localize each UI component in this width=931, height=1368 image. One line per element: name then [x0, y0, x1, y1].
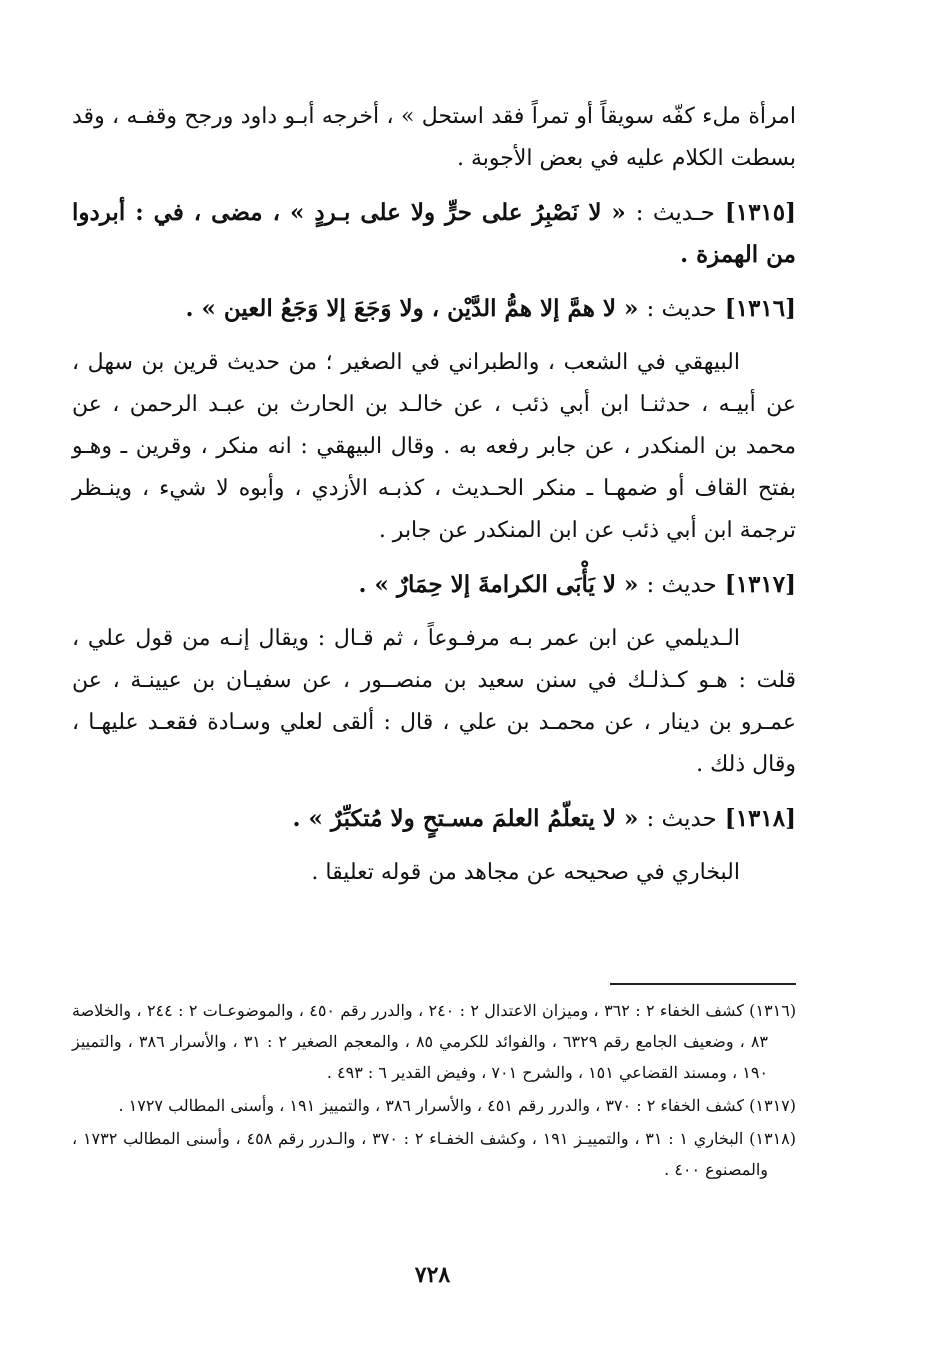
hadith-number: [١٣١٦] [724, 295, 796, 322]
hadith-heading-1318 [72, 798, 796, 840]
page-number: ٧٢٨ [414, 1262, 451, 1288]
paragraph-text: الـديلمي عن ابن عمر بـه مرفـوعاً ، ثم قـال : ويقال إنـه من قول علي ، قلت : هـو كـذلـك في سنن سعيد بن منصــور ، عن سفيـان بن عيينـة ، عن عمـرو بن دينار ، عن محمـد بن علي ، قال : ألقى لعلي وسـادة فقعـد عليهـا ، وقال ذلك . [72, 626, 796, 777]
paragraph-intro [72, 96, 796, 180]
hadith-number: [١٣١٨] [724, 805, 796, 832]
footnotes [72, 995, 796, 1187]
hadith-heading-1317 [72, 564, 796, 606]
hadith-text: « لا نَصْبِرُ على حرٍّ ولا على بـردٍ » ، مضى ، في : أبردوا من الهمزة . [72, 199, 796, 268]
paragraph-1316-commentary [72, 342, 796, 552]
hadith-label: حـديث : [635, 200, 715, 226]
paragraph-text: امرأة ملء كفّه سويقاً أو تمراً فقد استحل » ، أخرجه أبـو داود ورجح وقفـه ، وقد بسطت الكلام عليه في بعض الأجوبة . [72, 104, 796, 171]
hadith-number: [١٣١٥] [724, 199, 797, 226]
paragraph-1317-commentary [72, 618, 796, 786]
footnote-1316: (١٣١٦) كشف الخفاء ٢ : ٣٦٢ ، وميزان الاعتدال ٢ : ٢٤٠ ، والدرر رقم ٤٥٠ ، والموضوعـات ٢ : ٢٤٤ ، والخلاصة ٨٣ ، وضعيف الجامع رقم ٦٣٢٩ ، والفوائد للكرمي ٨٥ ، والمعجم الصغير ٢ : ٣١ ، والأسرار ٣٨٦ ، والتمييز ١٩٠ ، ومسند القضاعي ١٥١ ، والشرح ٧٠١ ، وفيض القدير ٦ : ٤٩٣ . [72, 1001, 797, 1082]
hadith-number: [١٣١٧] [724, 571, 796, 598]
footnote-1318: (١٣١٨) البخاري ١ : ٣١ ، والتمييـز ١٩١ ، وكشف الخفـاء ٢ : ٣٧٠ ، والـدرر رقم ٤٥٨ ، وأسنى المطالب ١٧٣٢ ، والمصنوع ٤٠٠ . [72, 1129, 796, 1179]
hadith-text: « لا يتعلّمُ العلمَ مسـتحٍ ولا مُتكبِّرٌ » . [292, 805, 639, 832]
hadith-text: « لا يَأْبَى الكرامةَ إلا حِمَارٌ » . [358, 571, 639, 598]
main-text [72, 96, 796, 906]
hadith-label: حديث : [646, 572, 717, 598]
footnote-1317: (١٣١٧) كشف الخفاء ٢ : ٣٧٠ ، والدرر رقم ٤٥١ ، والأسرار ٣٨٦ ، والتمييز ١٩١ ، وأسنى المطالب ١٧٢٧ . [118, 1096, 796, 1115]
footnote-divider [610, 983, 796, 985]
paragraph-1318-commentary [72, 852, 796, 894]
hadith-text: « لا همَّ إلا همُّ الدَّيْن ، ولا وَجَعَ إلا وَجَعُ العين » . [185, 295, 639, 322]
hadith-heading-1316 [72, 288, 796, 330]
paragraph-text: البخاري في صحيحه عن مجاهد من قوله تعليقا . [311, 860, 740, 885]
hadith-label: حديث : [646, 806, 717, 832]
hadith-label: حديث : [646, 296, 717, 322]
hadith-heading-1315 [72, 192, 796, 276]
paragraph-text: البيهقي في الشعب ، والطبراني في الصغير ؛ من حديث قرين بن سهل ، عن أبيـه ، حدثنـا ابن أبي ذئب ، عن خالـد بن الحارث بن عبـد الرحمن ، عن محمد بن المنكدر ، عن جابر رفعه به . وقال البيهقي : انه منكر ، وقرين ـ وهـو بفتح القاف أو ضمهـا ـ منكر الحـديث ، كذبـه الأزدي ، وأبوه لا شيء ، وينـظر ترجمة ابن أبي ذئب عن ابن المنكدر عن جابر . [72, 350, 796, 543]
